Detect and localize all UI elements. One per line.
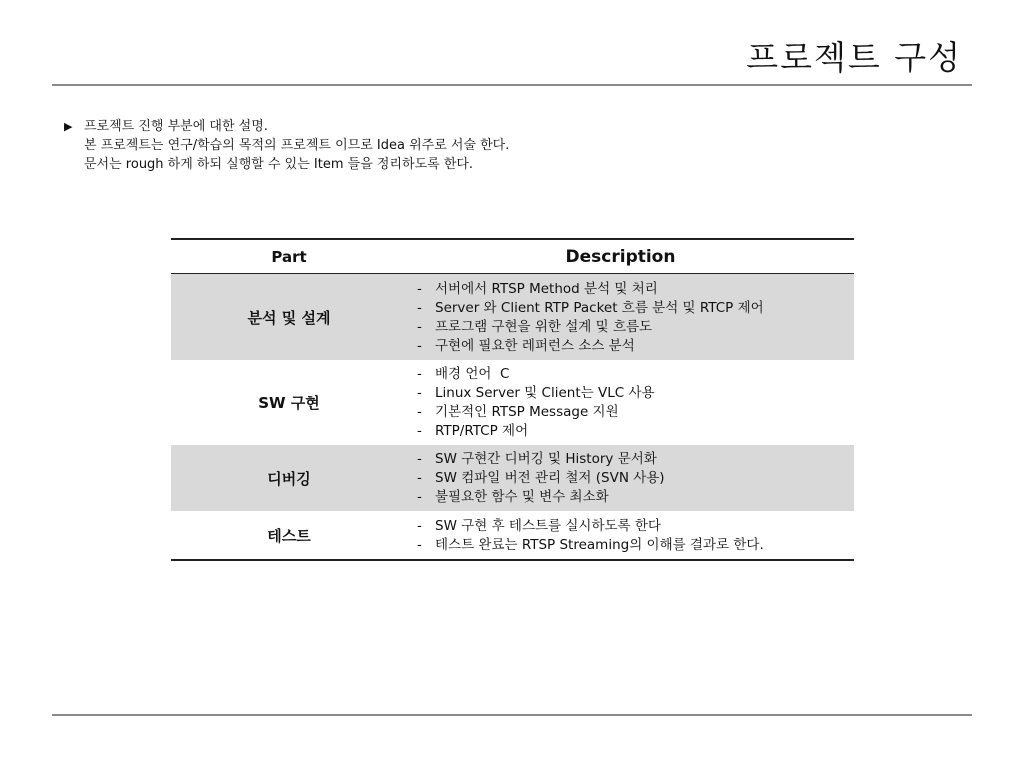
dash: -: [417, 280, 422, 297]
table-row: [171, 360, 854, 445]
list-item-text: 서버에서 RTSP Method 분석 및 처리: [435, 280, 658, 297]
intro-line-text: 본 프로젝트는 연구/학습의 목적의 프로젝트 이므로 Idea 위주로 서술 한다.: [84, 138, 510, 153]
dash: -: [417, 366, 422, 382]
intro-line: [64, 136, 509, 155]
row-part: 분석 및 설계: [247, 308, 331, 327]
dash: -: [417, 385, 422, 401]
dash: -: [417, 451, 422, 467]
list-item-text: 테스트 완료는 RTSP Streaming의 이해를 결과로 한다.: [435, 536, 764, 553]
list-item: [417, 450, 854, 469]
triangle-right-icon: ▶: [64, 120, 73, 133]
dash: -: [417, 423, 422, 439]
list-item: [417, 469, 854, 488]
row-description: [407, 360, 854, 445]
list-item-text: Linux Server 및 Client는 VLC 사용: [435, 385, 655, 401]
list-item: [417, 337, 854, 356]
list-item-text: 배경 언어 C: [435, 366, 510, 382]
row-part: SW 구현: [258, 394, 320, 412]
intro-line: [64, 117, 509, 136]
table-row: [171, 274, 854, 360]
intro-line-text: 문서는 rough 하게 하되 실행할 수 있는 Item 들을 정리하도록 한다.: [84, 157, 474, 172]
list-item-text: 구현에 필요한 레퍼런스 소스 분석: [435, 337, 635, 354]
intro-line: [64, 155, 509, 174]
row-description: [407, 445, 854, 511]
list-item: [417, 299, 854, 318]
table-header: [171, 240, 854, 274]
table-row: [171, 511, 854, 559]
row-part: 테스트: [267, 526, 311, 545]
header-part: Part: [271, 247, 307, 266]
list-item: [417, 280, 854, 299]
list-item-text: 프로그램 구현을 위한 설계 및 흐름도: [435, 318, 653, 335]
dash: -: [417, 536, 422, 553]
title-divider: [52, 84, 972, 86]
list-item-text: SW 컴파일 버전 관리 철저 (SVN 사용): [435, 470, 665, 486]
header-description: Description: [565, 246, 676, 267]
list-item-text: SW 구현 후 테스트를 실시하도록 한다: [435, 517, 661, 534]
list-item: [417, 384, 854, 403]
list-item-text: RTP/RTCP 제어: [435, 423, 529, 439]
list-item-text: 불필요한 함수 및 변수 최소화: [435, 489, 609, 505]
intro-text: [64, 117, 509, 174]
list-item: [417, 488, 854, 507]
row-description: [407, 512, 854, 559]
list-item: [417, 422, 854, 441]
list-item-text: SW 구현간 디버깅 및 History 문서화: [435, 451, 657, 467]
dash: -: [417, 337, 422, 354]
list-item-text: Server 와 Client RTP Packet 흐름 분석 및 RTCP 제어: [435, 299, 764, 316]
list-item: [417, 365, 854, 384]
project-table: [171, 238, 854, 561]
list-item: [417, 517, 854, 536]
list-item: [417, 403, 854, 422]
intro-line-text: 프로젝트 진행 부분에 대한 설명.: [84, 119, 268, 134]
dash: -: [417, 489, 422, 505]
dash: -: [417, 299, 422, 316]
dash: -: [417, 470, 422, 486]
table-row: [171, 445, 854, 511]
slide-title: 프로젝트 구성: [746, 38, 962, 77]
list-item-text: 기본적인 RTSP Message 지원: [435, 404, 619, 420]
footer-divider: [52, 714, 972, 716]
list-item: [417, 536, 854, 555]
dash: -: [417, 404, 422, 420]
list-item: [417, 318, 854, 337]
row-description: [407, 275, 854, 360]
row-part: 디버깅: [267, 469, 311, 488]
dash: -: [417, 318, 422, 335]
dash: -: [417, 517, 422, 534]
